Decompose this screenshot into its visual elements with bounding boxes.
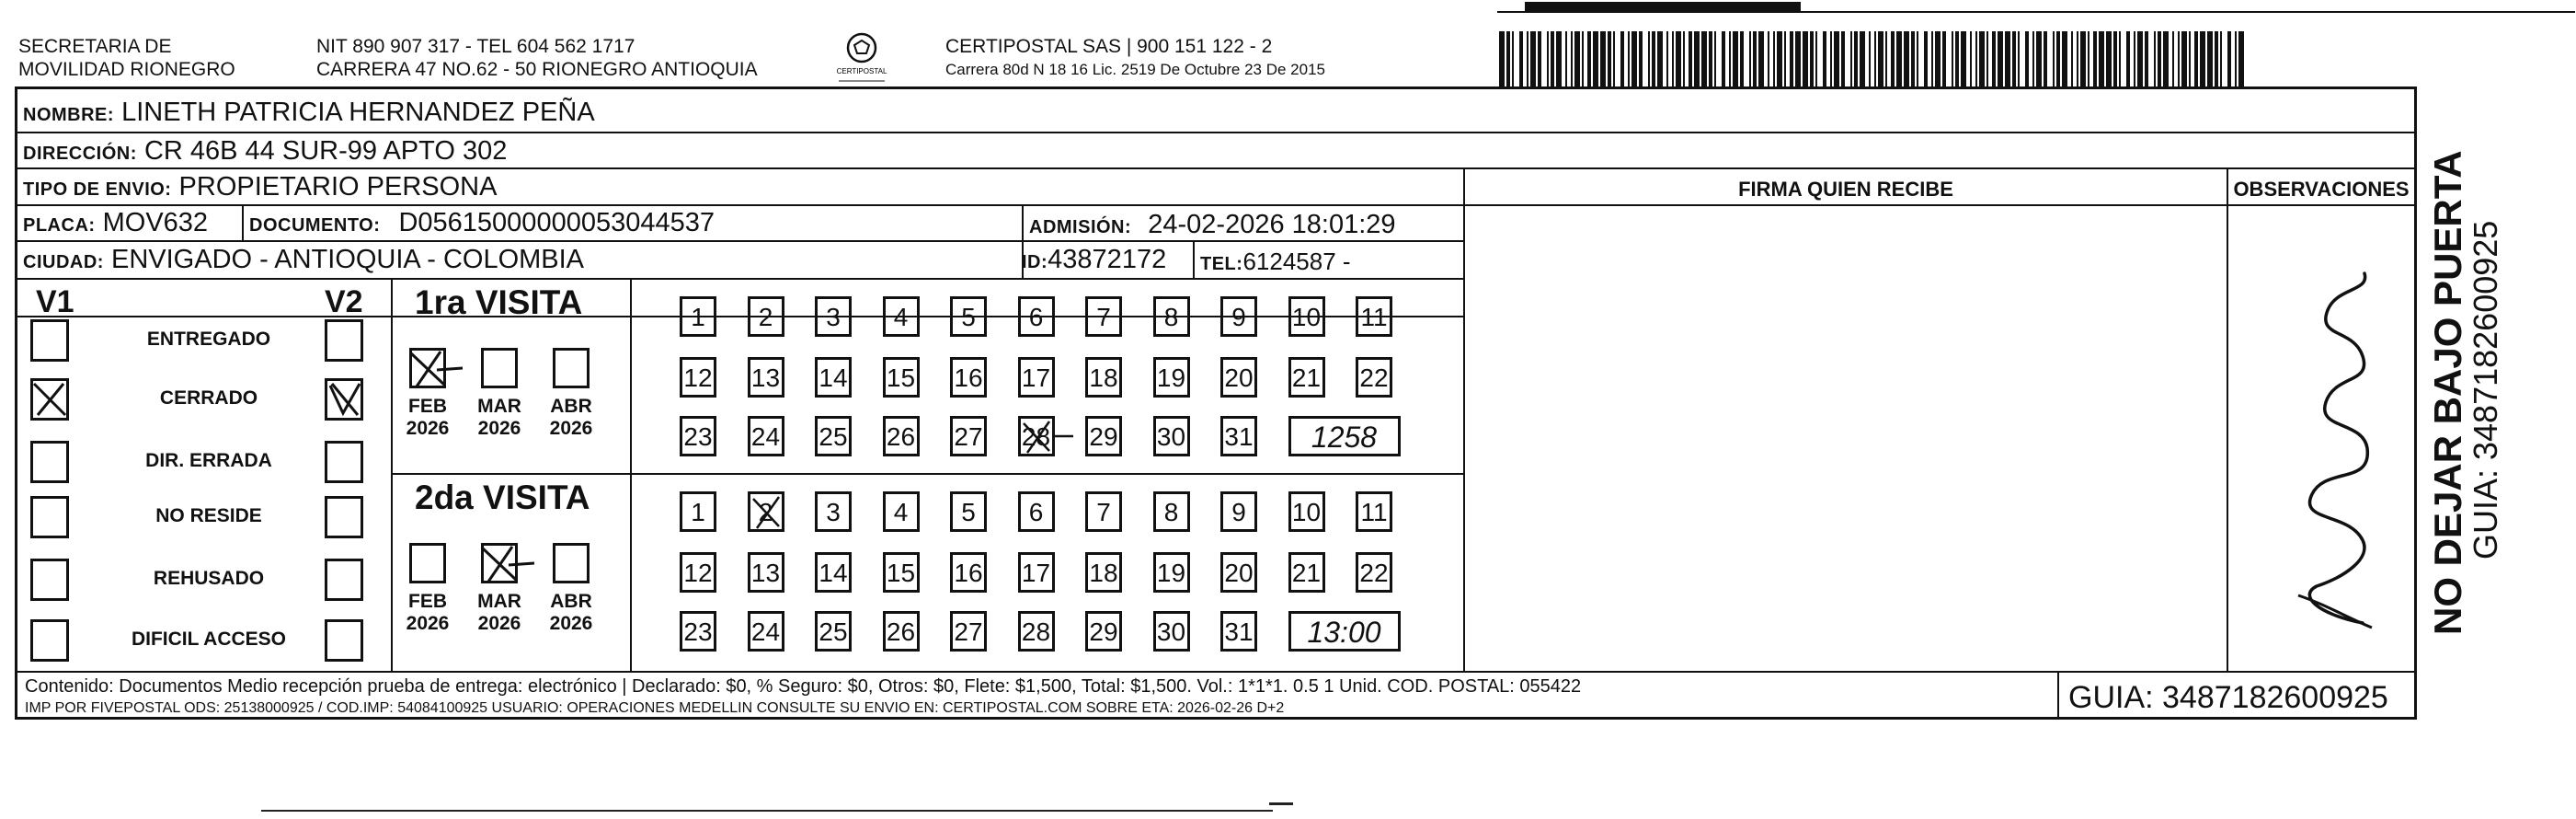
day-box[interactable]: 21 [1288,552,1325,593]
address-line: CARRERA 47 NO.62 - 50 RIONEGRO ANTIOQUIA [316,59,758,80]
time-box[interactable]: 13:00 [1288,611,1401,652]
v2-checkbox[interactable] [325,441,363,483]
month-label: ABR 2026 [549,591,593,634]
day-box[interactable]: 31 [1220,416,1257,456]
day-box[interactable]: 29 [1085,611,1122,652]
v1-checkbox[interactable] [30,496,69,538]
day-box[interactable]: 1 [680,491,716,532]
cut-line [261,810,1273,812]
month-checkbox[interactable] [553,543,590,583]
day-box[interactable]: 9 [1220,296,1257,337]
day-box[interactable]: 8 [1153,296,1190,337]
day-box[interactable]: 22 [1356,357,1392,398]
day-box[interactable]: 27 [950,416,987,456]
direccion-value: CR 46B 44 SUR-99 APTO 302 [143,136,508,166]
id-value: 43872172 [1048,245,1167,274]
ciudad-label: CIUDAD: [23,252,104,272]
day-box[interactable]: 20 [1220,552,1257,593]
day-box[interactable]: 18 [1085,552,1122,593]
firma-header: FIRMA QUIEN RECIBE [1738,178,1953,201]
day-box[interactable]: 2 [748,491,784,532]
month-checkbox[interactable] [409,543,446,583]
day-box[interactable]: 25 [815,611,852,652]
v1-checkbox[interactable] [30,619,69,662]
v1-checkbox[interactable] [30,559,69,601]
day-box[interactable]: 31 [1220,611,1257,652]
status-label: DIR. ERRADA [145,450,272,471]
day-box[interactable]: 15 [883,357,920,398]
courier-line-1: CERTIPOSTAL SAS | 900 151 122 - 2 [945,36,1273,57]
day-box[interactable]: 14 [815,552,852,593]
day-box[interactable]: 16 [950,357,987,398]
delivery-form [15,87,2417,720]
admision-label: ADMISIÓN: [1029,217,1132,237]
v1-checkbox[interactable] [30,319,69,362]
field-ciudad [23,244,584,278]
month-label: FEB 2026 [406,591,450,634]
no-dejar-bajo-puerta: NO DEJAR BAJO PUERTA [2426,150,2469,635]
footer-contenido: Contenido: Documentos Medio recepción prueba de entrega: electrónico | Declarado: $0, % Seguro: $0, Otros: $0, Flete: $1,500, Total: $1,500. Vol.: 1*1*1. 0.5 1 Unid. COD. POSTAL: 055422 [25,676,1582,697]
direccion-label: DIRECCIÓN: [23,144,137,164]
nit-line: NIT 890 907 317 - TEL 604 562 1717 [316,36,635,57]
v1-checkbox[interactable] [30,441,69,483]
day-box[interactable]: 30 [1153,611,1190,652]
day-box[interactable]: 11 [1356,296,1392,337]
svg-text:CERTIPOSTAL: CERTIPOSTAL [836,67,887,75]
day-box[interactable]: 19 [1153,357,1190,398]
day-box[interactable]: 26 [883,611,920,652]
day-box[interactable]: 10 [1288,491,1325,532]
day-box[interactable]: 23 [680,611,716,652]
ciudad-value: ENVIGADO - ANTIOQUIA - COLOMBIA [111,245,585,274]
placa-value: MOV632 [102,208,209,237]
day-box[interactable]: 19 [1153,552,1190,593]
day-box[interactable]: 11 [1356,491,1392,532]
day-box[interactable]: 7 [1085,491,1122,532]
day-box[interactable]: 5 [950,296,987,337]
day-box[interactable]: 6 [1018,491,1055,532]
day-box[interactable]: 2 [748,296,784,337]
logo-icon [833,31,890,87]
day-box[interactable]: 6 [1018,296,1055,337]
status-label: CERRADO [159,387,258,409]
v2-checkbox[interactable] [325,319,363,362]
day-box[interactable]: 18 [1085,357,1122,398]
cut-mark [1269,802,1293,805]
day-box[interactable]: 9 [1220,491,1257,532]
observaciones-header: OBSERVACIONES [2233,178,2410,201]
day-box[interactable]: 5 [950,491,987,532]
day-box[interactable]: 30 [1153,416,1190,456]
barcode [1497,31,2244,87]
org-line-1: SECRETARIA DE [18,36,172,57]
tipo-value: PROPIETARIO PERSONA [178,172,498,202]
nombre-value: LINETH PATRICIA HERNANDEZ PEÑA [121,98,595,127]
footer-imp: IMP POR FIVEPOSTAL ODS: 25138000925 / COD.IMP: 54084100925 USUARIO: OPERACIONES MEDELLIN CONSULTE SU ENVIO EN: CERTIPOSTAL.COM SOBRE ETA: 2026-02-26 D+2 [25,700,1285,716]
org-name [18,35,235,81]
day-box[interactable]: 12 [680,552,716,593]
v2-header: V2 [325,284,363,319]
org-line-2: MOVILIDAD RIONEGRO [18,59,235,80]
field-direccion [23,135,507,169]
visit-title: 2da VISITA [415,479,590,516]
day-box[interactable]: 17 [1018,552,1055,593]
v2-checkbox[interactable] [325,559,363,601]
day-box[interactable]: 20 [1220,357,1257,398]
top-rule [1497,0,2575,18]
day-box[interactable]: 17 [1018,357,1055,398]
tel-value: 6124587 - [1242,248,1351,275]
courier-info [945,35,1325,81]
month-label: ABR 2026 [549,396,593,439]
day-box[interactable]: 24 [748,611,784,652]
field-placa [23,207,208,241]
v2-checkbox[interactable] [325,378,363,421]
day-box[interactable]: 15 [883,552,920,593]
status-label: REHUSADO [153,568,265,589]
day-box[interactable]: 26 [883,416,920,456]
placa-label: PLACA: [23,215,96,236]
day-box[interactable]: 24 [748,416,784,456]
status-label: ENTREGADO [146,329,271,350]
field-tel [1200,246,1351,280]
day-box[interactable]: 29 [1085,416,1122,456]
tipo-label: TIPO DE ENVIO: [23,179,172,200]
month-checkbox[interactable] [481,348,518,388]
time-box[interactable]: 1258 [1288,416,1401,456]
day-box[interactable]: 22 [1356,552,1392,593]
field-tipo-envio [23,171,497,205]
id-label: ID: [1022,252,1048,272]
day-box[interactable]: 1 [680,296,716,337]
month-checkbox[interactable] [409,348,446,388]
day-box[interactable]: 10 [1288,296,1325,337]
field-admision [1029,209,1396,243]
day-box[interactable]: 28 [1018,416,1055,456]
guia-box: GUIA: 3487182600925 [2068,680,2388,715]
day-box[interactable]: 23 [680,416,716,456]
day-box[interactable]: 13 [748,357,784,398]
field-documento [249,207,715,241]
certipostal-logo [833,31,890,87]
v1-checkbox[interactable] [30,378,69,421]
day-box[interactable]: 21 [1288,357,1325,398]
day-box[interactable]: 25 [815,416,852,456]
day-box[interactable]: 12 [680,357,716,398]
month-label: MAR 2026 [477,396,521,439]
field-id [1022,244,1166,278]
day-box[interactable]: 16 [950,552,987,593]
nombre-label: NOMBRE: [23,105,115,125]
day-box[interactable]: 8 [1153,491,1190,532]
status-label: DIFICIL ACCESO [131,629,286,650]
v2-checkbox[interactable] [325,496,363,538]
day-box[interactable]: 7 [1085,296,1122,337]
side-guia: GUIA: 3487182600925 [2467,220,2504,559]
documento-value: D05615000000053044537 [398,208,715,237]
v2-checkbox[interactable] [325,619,363,662]
documento-label: DOCUMENTO: [249,215,381,236]
day-box[interactable]: 3 [815,296,852,337]
visit-title: 1ra VISITA [415,283,583,321]
org-address [316,35,758,81]
month-label: FEB 2026 [406,396,450,439]
tel-label: TEL: [1200,254,1243,274]
status-label: NO RESIDE [155,505,262,526]
day-box[interactable]: 4 [883,491,920,532]
month-label: MAR 2026 [477,591,521,634]
courier-line-2: Carrera 80d N 18 16 Lic. 2519 De Octubre 23 De 2015 [945,61,1325,78]
month-checkbox[interactable] [553,348,590,388]
day-box[interactable]: 14 [815,357,852,398]
field-nombre [23,97,595,131]
day-box[interactable]: 3 [815,491,852,532]
day-box[interactable]: 4 [883,296,920,337]
day-box[interactable]: 13 [748,552,784,593]
signature [2261,264,2399,641]
month-checkbox[interactable] [481,543,518,583]
v1-header: V1 [36,284,74,319]
admision-value: 24-02-2026 18:01:29 [1148,210,1396,239]
day-box[interactable]: 27 [950,611,987,652]
day-box[interactable]: 28 [1018,611,1055,652]
